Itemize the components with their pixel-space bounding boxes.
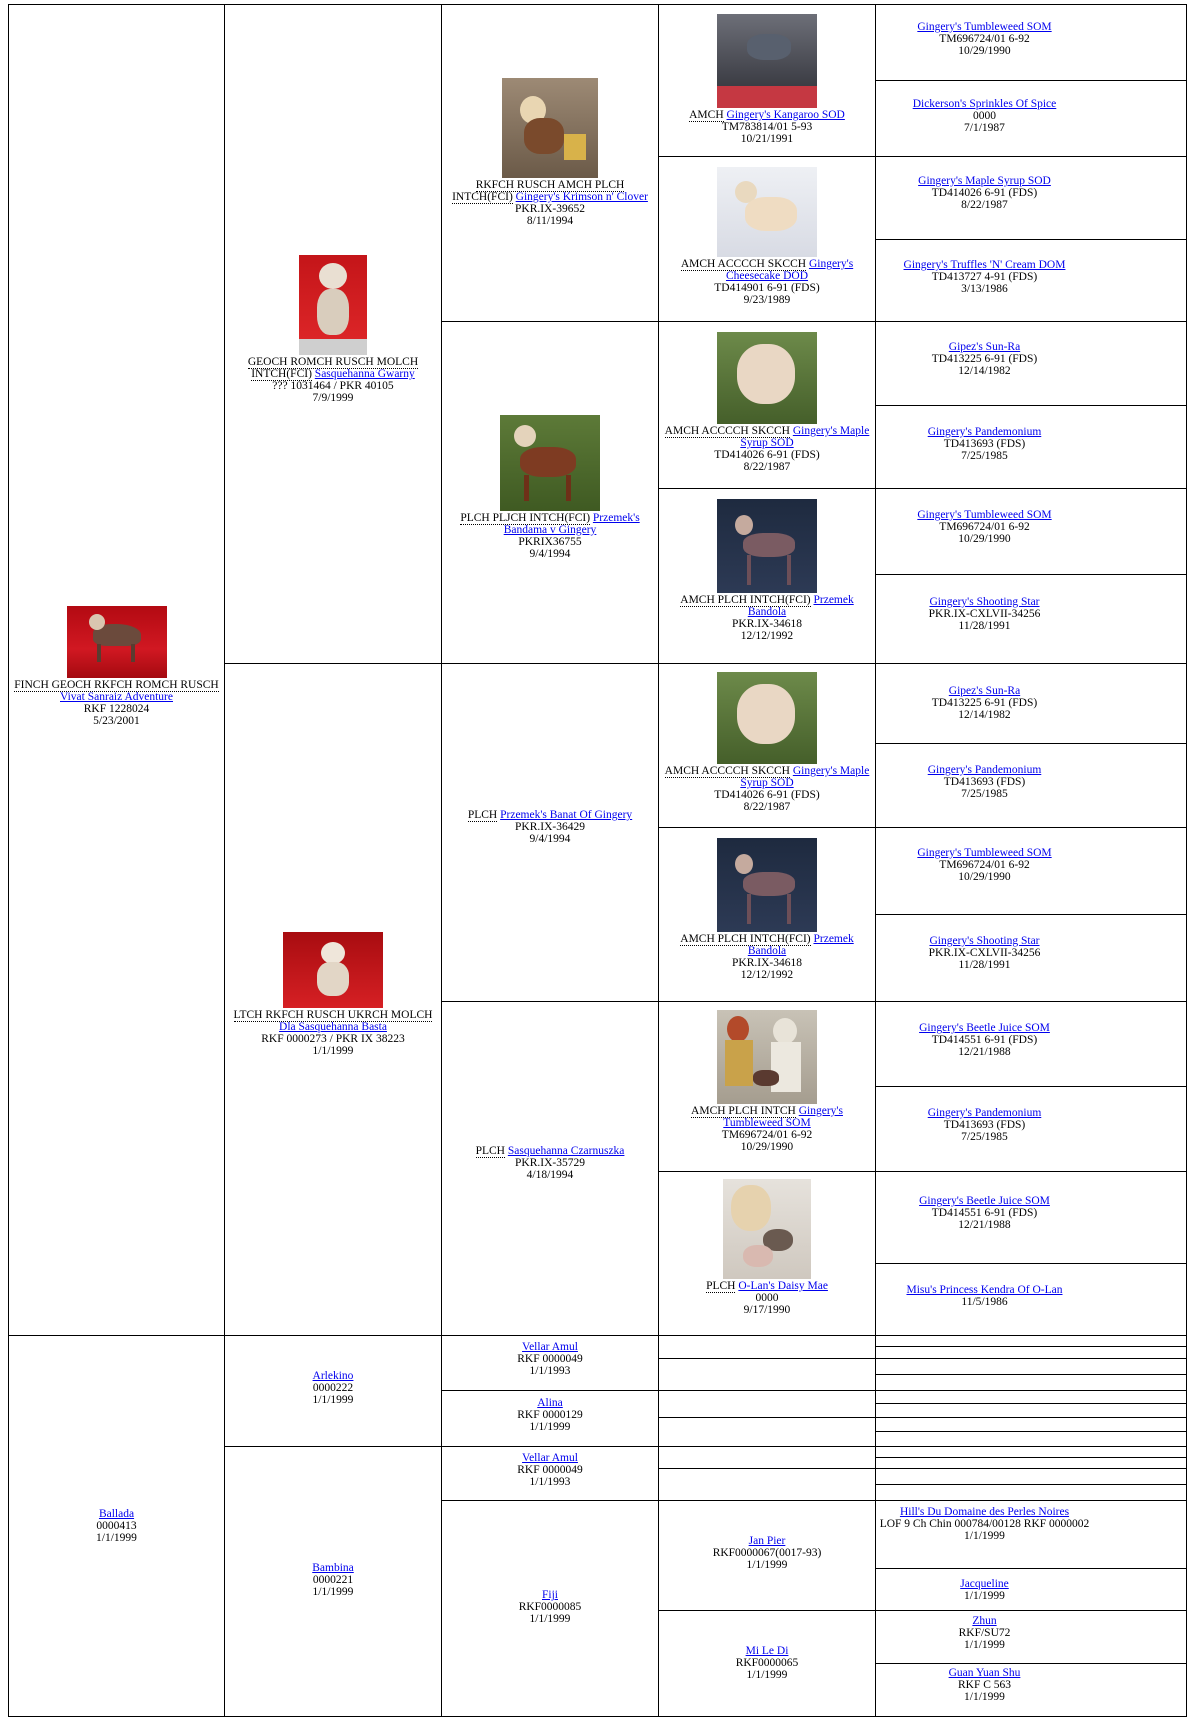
registration: TM696724/01 6-92 <box>721 1129 813 1141</box>
gen5-cell <box>875 240 1187 322</box>
registration: RKF C 563 <box>957 1679 1012 1691</box>
gen5-cell <box>875 4 1187 81</box>
dog-link[interactable]: Sasquehanna Czarnuszka <box>507 1145 625 1157</box>
registration: RKF 0000049 <box>517 1353 583 1365</box>
titles: PLCH PLJCH INTCH(FCI) <box>460 512 591 524</box>
titles: AMCH ACCCCH SKCCH <box>664 425 790 437</box>
empty-cell <box>875 1485 1187 1501</box>
dog-link[interactable]: Gipez's Sun-Ra <box>948 685 1021 697</box>
dog-link[interactable]: Vellar Amul <box>522 1341 578 1353</box>
birth-date: 11/5/1986 <box>961 1296 1008 1308</box>
empty-cell <box>875 1458 1187 1469</box>
birth-date: 11/28/1991 <box>958 959 1011 971</box>
dog-link[interactable]: Gingery's Krimson n' Clover <box>515 191 648 203</box>
dog-link[interactable]: Fiji <box>542 1589 558 1601</box>
dog-link[interactable]: Gingery's Pandemonium <box>927 764 1042 776</box>
dog-link[interactable]: Vellar Amul <box>522 1452 578 1464</box>
dog-link[interactable]: Dickerson's Sprinkles Of Spice <box>912 98 1057 110</box>
dog-link[interactable]: Gipez's Sun-Ra <box>948 341 1021 353</box>
birth-date: 4/18/1994 <box>526 1169 574 1181</box>
registration: TM696724/01 6-92 <box>939 33 1030 45</box>
dog-photo[interactable] <box>283 932 383 1008</box>
empty-cell <box>875 1447 1187 1458</box>
empty-cell <box>875 1359 1187 1375</box>
dog-link[interactable]: Gingery's Truffles 'N' Cream DOM <box>903 259 1066 271</box>
birth-date: 11/28/1991 <box>958 620 1011 632</box>
titles: AMCH ACCCCH SKCCH <box>664 765 790 777</box>
dog-link[interactable]: Gingery's Maple Syrup SOD <box>740 765 870 789</box>
registration: TD413225 6-91 (FDS) <box>931 697 1038 709</box>
empty-cell <box>875 1418 1187 1432</box>
registration: 0000 <box>755 1292 779 1304</box>
gen5-cell <box>875 664 1187 744</box>
gen5-cell <box>875 322 1187 406</box>
registration: TD414551 6-91 (FDS) <box>931 1034 1038 1046</box>
birth-date: 9/4/1994 <box>529 548 571 560</box>
dog-link[interactable]: Jan Pier <box>748 1535 786 1547</box>
gen5-cell <box>875 1172 1187 1264</box>
empty-cell <box>875 1347 1187 1359</box>
dog-photo[interactable] <box>67 606 167 678</box>
birth-date: 8/22/1987 <box>961 199 1008 211</box>
registration: TD413693 (FDS) <box>943 776 1026 788</box>
gen4-cell <box>658 664 876 828</box>
registration: LOF 9 Ch Chin 000784/00128 RKF 0000002 <box>879 1518 1090 1530</box>
gen5-cell <box>875 1569 1187 1611</box>
dog-link[interactable]: Gingery's Kangaroo SOD <box>726 109 845 121</box>
dog-link[interactable]: Bambina <box>312 1562 354 1574</box>
titles: FINCH GEOCH RKFCH ROMCH RUSCH <box>14 679 219 691</box>
dog-link[interactable]: Gingery's Tumbleweed SOM <box>917 847 1052 859</box>
registration: TD414026 6-91 (FDS) <box>714 449 820 461</box>
registration: RKF 1228024 <box>83 703 150 715</box>
dog-link[interactable]: Gingery's Tumbleweed SOM <box>723 1105 843 1129</box>
gen5-cell <box>875 1501 1187 1569</box>
birth-date: 1/1/1999 <box>312 1586 354 1598</box>
registration: 0000413 <box>96 1520 137 1532</box>
dog-link[interactable]: Arlekino <box>312 1370 354 1382</box>
birth-date: 1/1/1999 <box>312 1394 354 1406</box>
birth-date: 10/29/1990 <box>958 45 1011 57</box>
empty-cell <box>875 1336 1187 1347</box>
dog-link[interactable]: Misu's Princess Kendra Of O-Lan <box>906 1284 1063 1296</box>
dog-photo[interactable] <box>717 332 817 424</box>
dog-link[interactable]: Hill's Du Domaine des Perles Noires <box>899 1506 1070 1518</box>
birth-date: 12/21/1988 <box>958 1219 1011 1231</box>
dog-link[interactable]: Gingery's Maple Syrup SOD <box>918 175 1051 187</box>
birth-date: 10/21/1991 <box>740 133 794 145</box>
dam-sire-cell <box>224 1336 442 1447</box>
gen4-cell <box>658 1611 876 1717</box>
gen5-cell <box>875 157 1187 240</box>
gen5-cell <box>875 81 1187 157</box>
registration: TD413225 6-91 (FDS) <box>931 353 1038 365</box>
registration: TM696724/01 6-92 <box>939 521 1030 533</box>
empty-cell <box>658 1469 876 1501</box>
titles: AMCH <box>689 109 724 121</box>
registration: TM696724/01 6-92 <box>939 859 1030 871</box>
birth-date: 1/1/1999 <box>964 1590 1005 1602</box>
registration: TD413727 4-91 (FDS) <box>931 271 1038 283</box>
empty-cell <box>658 1336 876 1359</box>
dog-photo[interactable] <box>717 167 817 257</box>
empty-cell <box>875 1432 1187 1447</box>
gen3-cell <box>441 1002 659 1336</box>
gen5-cell <box>875 1611 1187 1664</box>
titles: AMCH PLCH INTCH(FCI) <box>680 933 811 945</box>
dog-link[interactable]: Ballada <box>98 1508 135 1520</box>
dog-link[interactable]: Guan Yuan Shu <box>948 1667 1021 1679</box>
birth-date: 9/17/1990 <box>743 1304 791 1316</box>
registration: ??? 1031464 / PKR 40105 <box>272 380 394 392</box>
empty-cell <box>658 1447 876 1469</box>
registration: RKF 0000049 <box>517 1464 583 1476</box>
dog-link[interactable]: Przemek Bandola <box>747 933 854 957</box>
birth-date: 7/1/1987 <box>964 122 1005 134</box>
sire-dam-cell <box>224 664 442 1336</box>
registration: RKF0000085 <box>518 1601 582 1613</box>
birth-date: 8/22/1987 <box>743 801 791 813</box>
dog-photo[interactable] <box>723 1179 811 1279</box>
birth-date: 1/1/1993 <box>529 1365 571 1377</box>
registration: TD414551 6-91 (FDS) <box>931 1207 1038 1219</box>
gen5-cell <box>875 915 1187 1002</box>
registration: TD413693 (FDS) <box>943 438 1026 450</box>
dog-link[interactable]: Vivat Sanraiz Adventure <box>60 691 173 703</box>
birth-date: 10/29/1990 <box>958 871 1011 883</box>
dog-link[interactable]: Przemek's Banat Of Gingery <box>500 809 633 821</box>
birth-date: 7/9/1999 <box>312 392 354 404</box>
dog-link[interactable]: Gingery's Shooting Star <box>929 935 1040 947</box>
gen3-cell <box>441 664 659 1002</box>
birth-date: 1/1/1999 <box>96 1532 137 1544</box>
dog-link[interactable]: Gingery's Pandemonium <box>927 1107 1042 1119</box>
registration: PKR.IX-36429 <box>515 821 585 833</box>
empty-cell <box>875 1391 1187 1404</box>
registration: 0000 <box>973 110 996 122</box>
birth-date: 1/1/1999 <box>746 1669 788 1681</box>
registration: PKR.IX-39652 <box>515 203 585 215</box>
dog-link[interactable]: O-Lan's Daisy Mae <box>738 1280 828 1292</box>
birth-date: 7/25/1985 <box>961 450 1008 462</box>
gen5-cell <box>875 828 1187 915</box>
gen3-cell <box>441 1447 659 1501</box>
dog-link[interactable]: Gingery's Maple Syrup SOD <box>740 425 870 449</box>
dam-cell <box>8 1336 225 1717</box>
birth-date: 3/13/1986 <box>961 283 1008 295</box>
birth-date: 9/23/1989 <box>743 294 791 306</box>
dog-photo[interactable] <box>299 255 367 355</box>
birth-date: 12/12/1992 <box>740 969 794 981</box>
registration: PKR.IX-34618 <box>732 957 802 969</box>
titles: PLCH <box>475 1145 505 1157</box>
gen5-cell <box>875 1002 1187 1087</box>
registration: RKF/SU72 <box>958 1627 1011 1639</box>
dog-link[interactable]: Gingery's Tumbleweed SOM <box>917 509 1052 521</box>
gen5-cell <box>875 744 1187 828</box>
registration: TD414901 6-91 (FDS) <box>714 282 820 294</box>
registration: TD414026 6-91 (FDS) <box>931 187 1038 199</box>
birth-date: 1/1/1993 <box>529 1476 571 1488</box>
titles: LTCH RKFCH RUSCH UKRCH MOLCH <box>233 1009 433 1021</box>
dog-link[interactable]: Gingery's Cheesecake DOD <box>725 258 854 282</box>
gen3-cell <box>441 1391 659 1447</box>
dog-link[interactable]: Jacqueline <box>960 1578 1009 1590</box>
titles: PLCH <box>706 1280 736 1292</box>
birth-date: 12/14/1982 <box>958 709 1011 721</box>
registration: 0000222 <box>312 1382 354 1394</box>
dog-link[interactable]: Przemek's Bandama v Gingery <box>503 512 640 536</box>
dam-dam-cell <box>224 1447 442 1717</box>
sire-sire-cell <box>224 4 442 664</box>
registration: RKF 0000273 / PKR IX 38223 <box>261 1033 405 1045</box>
birth-date: 1/1/1999 <box>529 1613 571 1625</box>
birth-date: 1/1/1999 <box>964 1691 1005 1703</box>
birth-date: 1/1/1999 <box>312 1045 354 1057</box>
empty-cell <box>658 1418 876 1447</box>
dog-link[interactable]: Gingery's Beetle Juice SOM <box>919 1195 1050 1207</box>
gen5-cell <box>875 1664 1187 1717</box>
gen5-cell <box>875 1264 1187 1336</box>
registration: RKF 0000129 <box>517 1409 583 1421</box>
birth-date: 7/25/1985 <box>961 1131 1008 1143</box>
gen4-cell <box>658 489 876 664</box>
registration: TD414026 6-91 (FDS) <box>714 789 820 801</box>
gen4-cell <box>658 4 876 157</box>
gen5-cell <box>875 489 1187 575</box>
birth-date: 7/25/1985 <box>961 788 1008 800</box>
registration: PKR.IX-CXLVII-34256 <box>928 608 1041 620</box>
dog-photo[interactable] <box>717 499 817 593</box>
birth-date: 1/1/1999 <box>964 1639 1005 1651</box>
dog-photo[interactable] <box>717 838 817 932</box>
gen4-cell <box>658 1172 876 1336</box>
gen4-cell <box>658 1501 876 1611</box>
birth-date: 12/21/1988 <box>958 1046 1011 1058</box>
empty-cell <box>875 1404 1187 1418</box>
dog-link[interactable]: Gingery's Shooting Star <box>929 596 1040 608</box>
registration: PKR.IX-35729 <box>515 1157 585 1169</box>
empty-cell <box>658 1359 876 1391</box>
dog-photo[interactable] <box>717 14 817 108</box>
dog-photo[interactable] <box>717 672 817 764</box>
registration: TD413693 (FDS) <box>943 1119 1026 1131</box>
titles: AMCH PLCH INTCH <box>691 1105 796 1117</box>
gen4-cell <box>658 828 876 1002</box>
gen5-cell <box>875 406 1187 489</box>
titles: RKFCH RUSCH AMCH PLCH INTCH(FCI) <box>452 179 625 203</box>
gen4-cell <box>658 322 876 489</box>
dog-link[interactable]: Dla Sasquehanna Basta <box>279 1021 387 1033</box>
registration: RKF0000065 <box>735 1657 799 1669</box>
dog-link[interactable]: Przemek Bandola <box>747 594 854 618</box>
birth-date: 1/1/1999 <box>746 1559 788 1571</box>
sire-cell <box>8 4 225 1336</box>
birth-date: 10/29/1990 <box>958 533 1011 545</box>
birth-date: 8/22/1987 <box>743 461 791 473</box>
birth-date: 9/4/1994 <box>529 833 571 845</box>
dog-photo[interactable] <box>717 1010 817 1104</box>
titles: AMCH PLCH INTCH(FCI) <box>680 594 811 606</box>
birth-date: 1/1/1999 <box>529 1421 571 1433</box>
registration: TM783814/01 5-93 <box>721 121 813 133</box>
dog-link[interactable]: Zhun <box>972 1615 997 1627</box>
gen3-cell <box>441 1501 659 1717</box>
gen5-cell <box>875 575 1187 664</box>
dog-link[interactable]: Gingery's Pandemonium <box>927 426 1042 438</box>
birth-date: 8/11/1994 <box>526 215 574 227</box>
dog-link[interactable]: Alina <box>537 1397 563 1409</box>
registration: PKR.IX-CXLVII-34256 <box>928 947 1041 959</box>
titles: AMCH ACCCCH SKCCH <box>680 258 807 270</box>
birth-date: 10/29/1990 <box>740 1141 794 1153</box>
dog-link[interactable]: Mi Le Di <box>745 1645 789 1657</box>
empty-cell <box>875 1469 1187 1485</box>
dog-link[interactable]: Sasquehanna Gwarny <box>314 368 415 380</box>
registration: RKF0000067(0017-93) <box>712 1547 822 1559</box>
titles: PLCH <box>467 809 498 821</box>
dog-link[interactable]: Gingery's Beetle Juice SOM <box>919 1022 1050 1034</box>
birth-date: 12/14/1982 <box>958 365 1011 377</box>
empty-cell <box>875 1375 1187 1391</box>
gen5-cell <box>875 1087 1187 1172</box>
titles: GEOCH ROMCH RUSCH MOLCH INTCH(FCI) <box>247 356 419 380</box>
empty-cell <box>658 1391 876 1418</box>
dog-photo[interactable] <box>500 415 600 511</box>
birth-date: 1/1/1999 <box>964 1530 1005 1542</box>
dog-link[interactable]: Gingery's Tumbleweed SOM <box>917 21 1052 33</box>
gen3-cell <box>441 4 659 322</box>
gen4-cell <box>658 157 876 322</box>
registration: PKRIX36755 <box>518 536 582 548</box>
birth-date: 5/23/2001 <box>93 715 140 727</box>
gen3-cell <box>441 322 659 664</box>
gen3-cell <box>441 1336 659 1391</box>
gen4-cell <box>658 1002 876 1172</box>
registration: PKR.IX-34618 <box>732 618 802 630</box>
birth-date: 12/12/1992 <box>740 630 794 642</box>
registration: 0000221 <box>312 1574 354 1586</box>
dog-photo[interactable] <box>502 78 598 178</box>
